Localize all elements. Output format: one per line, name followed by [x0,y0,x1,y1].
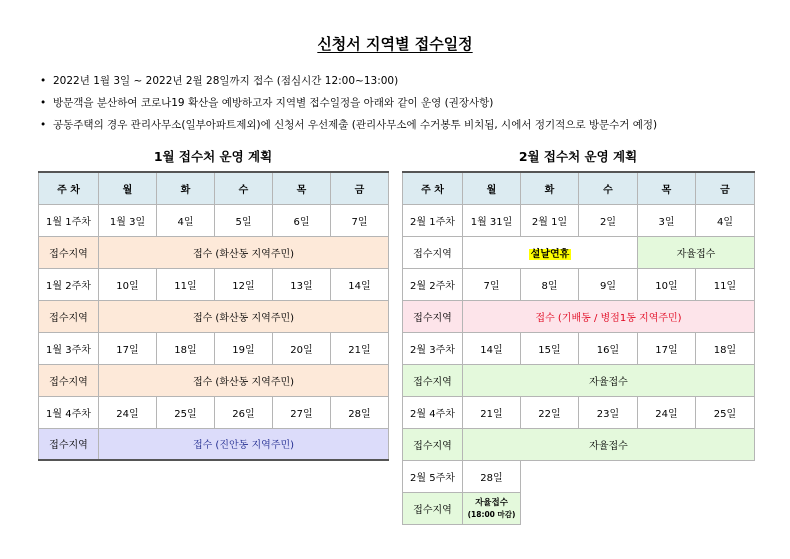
date-cell: 11일 [696,268,755,300]
week-label: 1월 1주차 [39,204,99,236]
date-cell: 6일 [273,204,331,236]
date-cell: 17일 [99,332,157,364]
header-wed: 수 [215,172,273,204]
date-cell: 17일 [638,332,696,364]
table-row [403,428,755,460]
header-mon: 월 [463,172,521,204]
header-week: 주 차 [403,172,463,204]
date-cell: 27일 [273,396,331,428]
table-row [39,364,389,396]
date-cell: 19일 [215,332,273,364]
table-row [403,236,755,268]
notice-item: • 공동주택의 경우 관리사무소(일부아파트제외)에 신청서 우선제출 (관리사무소에 수거봉투 비치됨, 시에서 정기적으로 방문수거 예정) [40,117,780,139]
area-label: 접수지역 [39,300,99,332]
area-label: 접수지역 [403,364,463,396]
date-cell: 16일 [579,332,638,364]
area-label: 접수지역 [39,236,99,268]
page-title: 신청서 지역별 접수일정 [317,35,473,53]
date-cell: 13일 [273,268,331,300]
table-row [403,332,755,364]
date-cell: 25일 [696,396,755,428]
notice-list [40,73,780,139]
header-wed: 수 [579,172,638,204]
area-cell: 접수 (진안동 지역주민) [99,428,389,460]
header-thu: 목 [273,172,331,204]
date-cell: 10일 [638,268,696,300]
table-row [39,396,389,428]
date-cell: 18일 [157,332,215,364]
week-label: 1월 2주차 [39,268,99,300]
date-cell: 23일 [579,396,638,428]
date-cell: 4일 [157,204,215,236]
empty-cell [521,460,755,492]
header-tue: 화 [521,172,579,204]
date-cell: 10일 [99,268,157,300]
area-cell: 접수 (화산동 지역주민) [99,364,389,396]
table-row [39,332,389,364]
area-label: 접수지역 [39,364,99,396]
empty-cell [521,492,755,524]
table-row [39,236,389,268]
table-row [403,396,755,428]
area-cell: 자율접수 [463,428,755,460]
date-cell: 15일 [521,332,579,364]
date-cell: 3일 [638,204,696,236]
date-cell: 20일 [273,332,331,364]
area-cell [463,492,521,524]
area-label: 접수지역 [403,492,463,524]
area-cell: 자율접수 [463,364,755,396]
date-cell: 24일 [99,396,157,428]
date-cell: 22일 [521,396,579,428]
date-cell: 1월 31일 [463,204,521,236]
table-row [403,492,755,524]
week-label: 1월 4주차 [39,396,99,428]
table-row [39,268,389,300]
date-cell: 24일 [638,396,696,428]
header-week: 주 차 [39,172,99,204]
table-row [403,460,755,492]
date-cell: 7일 [331,204,389,236]
area-label: 접수지역 [403,428,463,460]
week-label: 2월 5주차 [403,460,463,492]
date-cell: 2일 [579,204,638,236]
header-fri: 금 [331,172,389,204]
header-tue: 화 [157,172,215,204]
date-cell: 21일 [331,332,389,364]
week-label: 2월 3주차 [403,332,463,364]
area-label: 접수지역 [403,236,463,268]
area-line: 자율접수 [475,497,508,508]
table-row [403,268,755,300]
table-row [39,428,389,460]
date-cell: 25일 [157,396,215,428]
area-cell: 자율접수 [638,236,755,268]
date-cell: 26일 [215,396,273,428]
area-cell: 접수 (화산동 지역주민) [99,236,389,268]
table-row [403,204,755,236]
date-cell: 18일 [696,332,755,364]
table-row [39,300,389,332]
notice-item: • 방문객을 분산하여 코로나19 확산을 예방하고자 지역별 접수일정을 아래와 같이 운영 (권장사항) [40,95,780,117]
date-cell: 9일 [579,268,638,300]
date-cell: 4일 [696,204,755,236]
feb-schedule-table [402,171,755,525]
area-cell: 접수 (화산동 지역주민) [99,300,389,332]
date-cell: 21일 [463,396,521,428]
date-cell: 1월 3일 [99,204,157,236]
date-cell: 28일 [463,460,521,492]
header-mon: 월 [99,172,157,204]
date-cell: 14일 [331,268,389,300]
week-label: 2월 1주차 [403,204,463,236]
header-fri: 금 [696,172,755,204]
jan-schedule-title: 1월 접수처 운영 계획 [153,149,273,164]
date-cell: 12일 [215,268,273,300]
area-deadline: (18:00 마감) [467,509,516,519]
date-cell: 28일 [331,396,389,428]
notice-item: • 2022년 1월 3일 ~ 2022년 2월 28일까지 접수 (점심시간 12:00~13:00) [40,73,780,95]
feb-schedule-title: 2월 접수처 운영 계획 [518,149,638,164]
area-label: 접수지역 [39,428,99,460]
header-thu: 목 [638,172,696,204]
date-cell: 5일 [215,204,273,236]
area-cell: 접수 (기배동 / 병점1동 지역주민) [463,300,755,332]
table-row [403,364,755,396]
week-label: 2월 4주차 [403,396,463,428]
date-cell: 11일 [157,268,215,300]
holiday-highlight: 설날연휴 [530,248,570,260]
week-label: 2월 2주차 [403,268,463,300]
week-label: 1월 3주차 [39,332,99,364]
jan-schedule-table [38,171,389,461]
table-row [39,204,389,236]
table-header-row [403,172,755,204]
holiday-cell [463,236,638,268]
date-cell: 7일 [463,268,521,300]
date-cell: 2월 1일 [521,204,579,236]
area-label: 접수지역 [403,300,463,332]
date-cell: 14일 [463,332,521,364]
table-header-row [39,172,389,204]
date-cell: 8일 [521,268,579,300]
table-row [403,300,755,332]
